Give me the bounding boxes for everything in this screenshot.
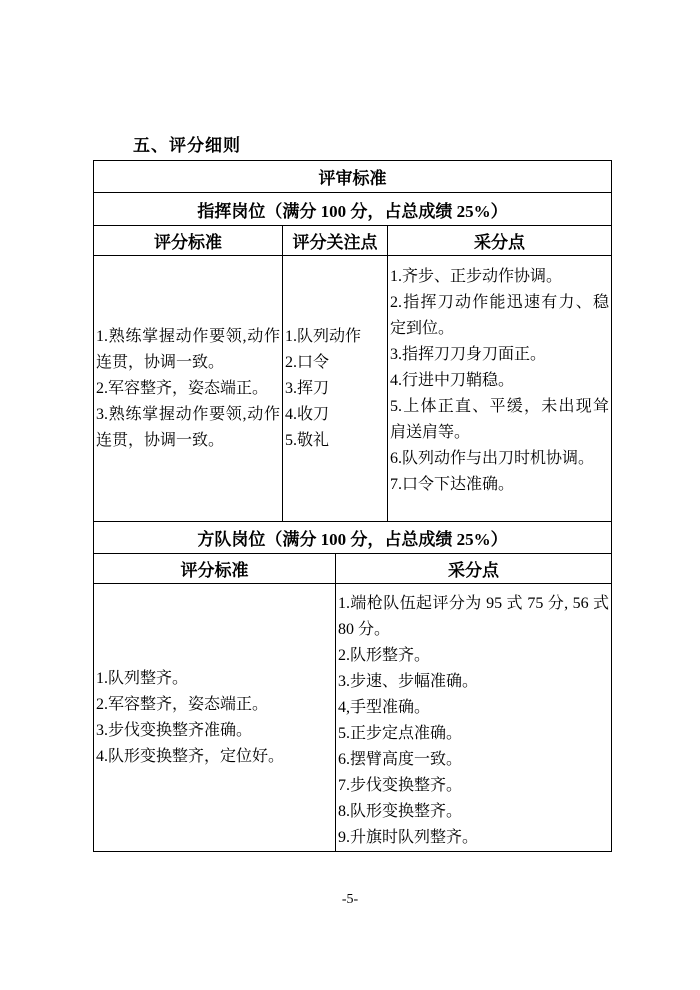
score-item: 1.齐步、正步动作协调。 <box>390 268 563 285</box>
focus-item: 3.挥刀 <box>285 379 330 397</box>
section-2-header: 方队岗位（满分 100 分，占总成绩 25%） <box>197 530 508 549</box>
column-header-focus-points: 评分关注点 <box>283 226 388 255</box>
standard-item: 1.队列整齐。 <box>96 669 189 687</box>
focus-item: 5.敬礼 <box>285 431 330 449</box>
standard-item: 3.步伐变换整齐准确。 <box>96 721 253 739</box>
section-1-standards-cell <box>94 256 283 521</box>
standard-item: 2.军容整齐，姿态端正。 <box>96 379 269 397</box>
score-item: 5.上体正直、平缓，未出现耸肩送肩等。 <box>390 398 609 441</box>
section-1-column-headers <box>94 226 611 256</box>
score-item: 3.指挥刀刀身刀面正。 <box>390 346 547 363</box>
table-title: 评审标准 <box>318 169 387 188</box>
score-item: 7.口令下达准确。 <box>390 476 515 493</box>
section-2-score-points-cell <box>336 584 611 851</box>
page-heading: 五、评分细则 <box>133 136 241 155</box>
section-2-standards-cell <box>94 584 336 851</box>
score-item: 8.队形变换整齐。 <box>338 803 463 820</box>
score-item: 4.行进中刀鞘稳。 <box>390 372 515 389</box>
score-item: 7.步伐变换整齐。 <box>338 777 463 794</box>
page-number: -5- <box>341 892 359 907</box>
section-1-data-row <box>94 256 611 522</box>
standard-item: 1.熟练掌握动作要领,动作连贯，协调一致。 <box>96 327 280 371</box>
review-table <box>93 160 612 852</box>
score-item: 9.升旗时队列整齐。 <box>338 829 479 846</box>
standard-item: 4.队形变换整齐，定位好。 <box>96 747 285 765</box>
score-item: 6.摆臂高度一致。 <box>338 751 463 768</box>
column-header-standards: 评分标准 <box>94 226 283 255</box>
section-1-header: 指挥岗位（满分 100 分，占总成绩 25%） <box>197 201 508 221</box>
table-title-row <box>94 161 611 193</box>
standard-item: 3.熟练掌握动作要领,动作连贯，协调一致。 <box>96 405 280 449</box>
focus-item: 4.收刀 <box>285 405 330 423</box>
score-item: 2.队形整齐。 <box>338 647 431 664</box>
column-header-score-points-2: 采分点 <box>448 561 499 580</box>
score-item: 4,手型准确。 <box>338 699 431 716</box>
focus-item: 1.队列动作 <box>285 327 362 345</box>
score-item: 1.端枪队伍起评分为 95 式 75 分, 56 式 80 分。 <box>338 595 609 638</box>
focus-item: 2.口令 <box>285 353 330 371</box>
column-header-score-points: 采分点 <box>474 233 525 252</box>
column-header-standards-2: 评分标准 <box>94 554 336 583</box>
section-2-column-headers <box>94 554 611 584</box>
score-item: 5.正步定点准确。 <box>338 725 463 742</box>
section-1-score-points-cell <box>388 256 611 521</box>
section-2-data-row <box>94 584 611 851</box>
section-1-focus-points-cell <box>283 256 388 521</box>
standard-item: 2.军容整齐，姿态端正。 <box>96 695 269 713</box>
score-item: 3.步速、步幅准确。 <box>338 673 479 690</box>
score-item: 2.指挥刀动作能迅速有力、稳定到位。 <box>390 294 609 337</box>
section-1-header-row <box>94 193 611 226</box>
section-2-header-row <box>94 522 611 554</box>
score-item: 6.队列动作与出刀时机协调。 <box>390 450 595 467</box>
